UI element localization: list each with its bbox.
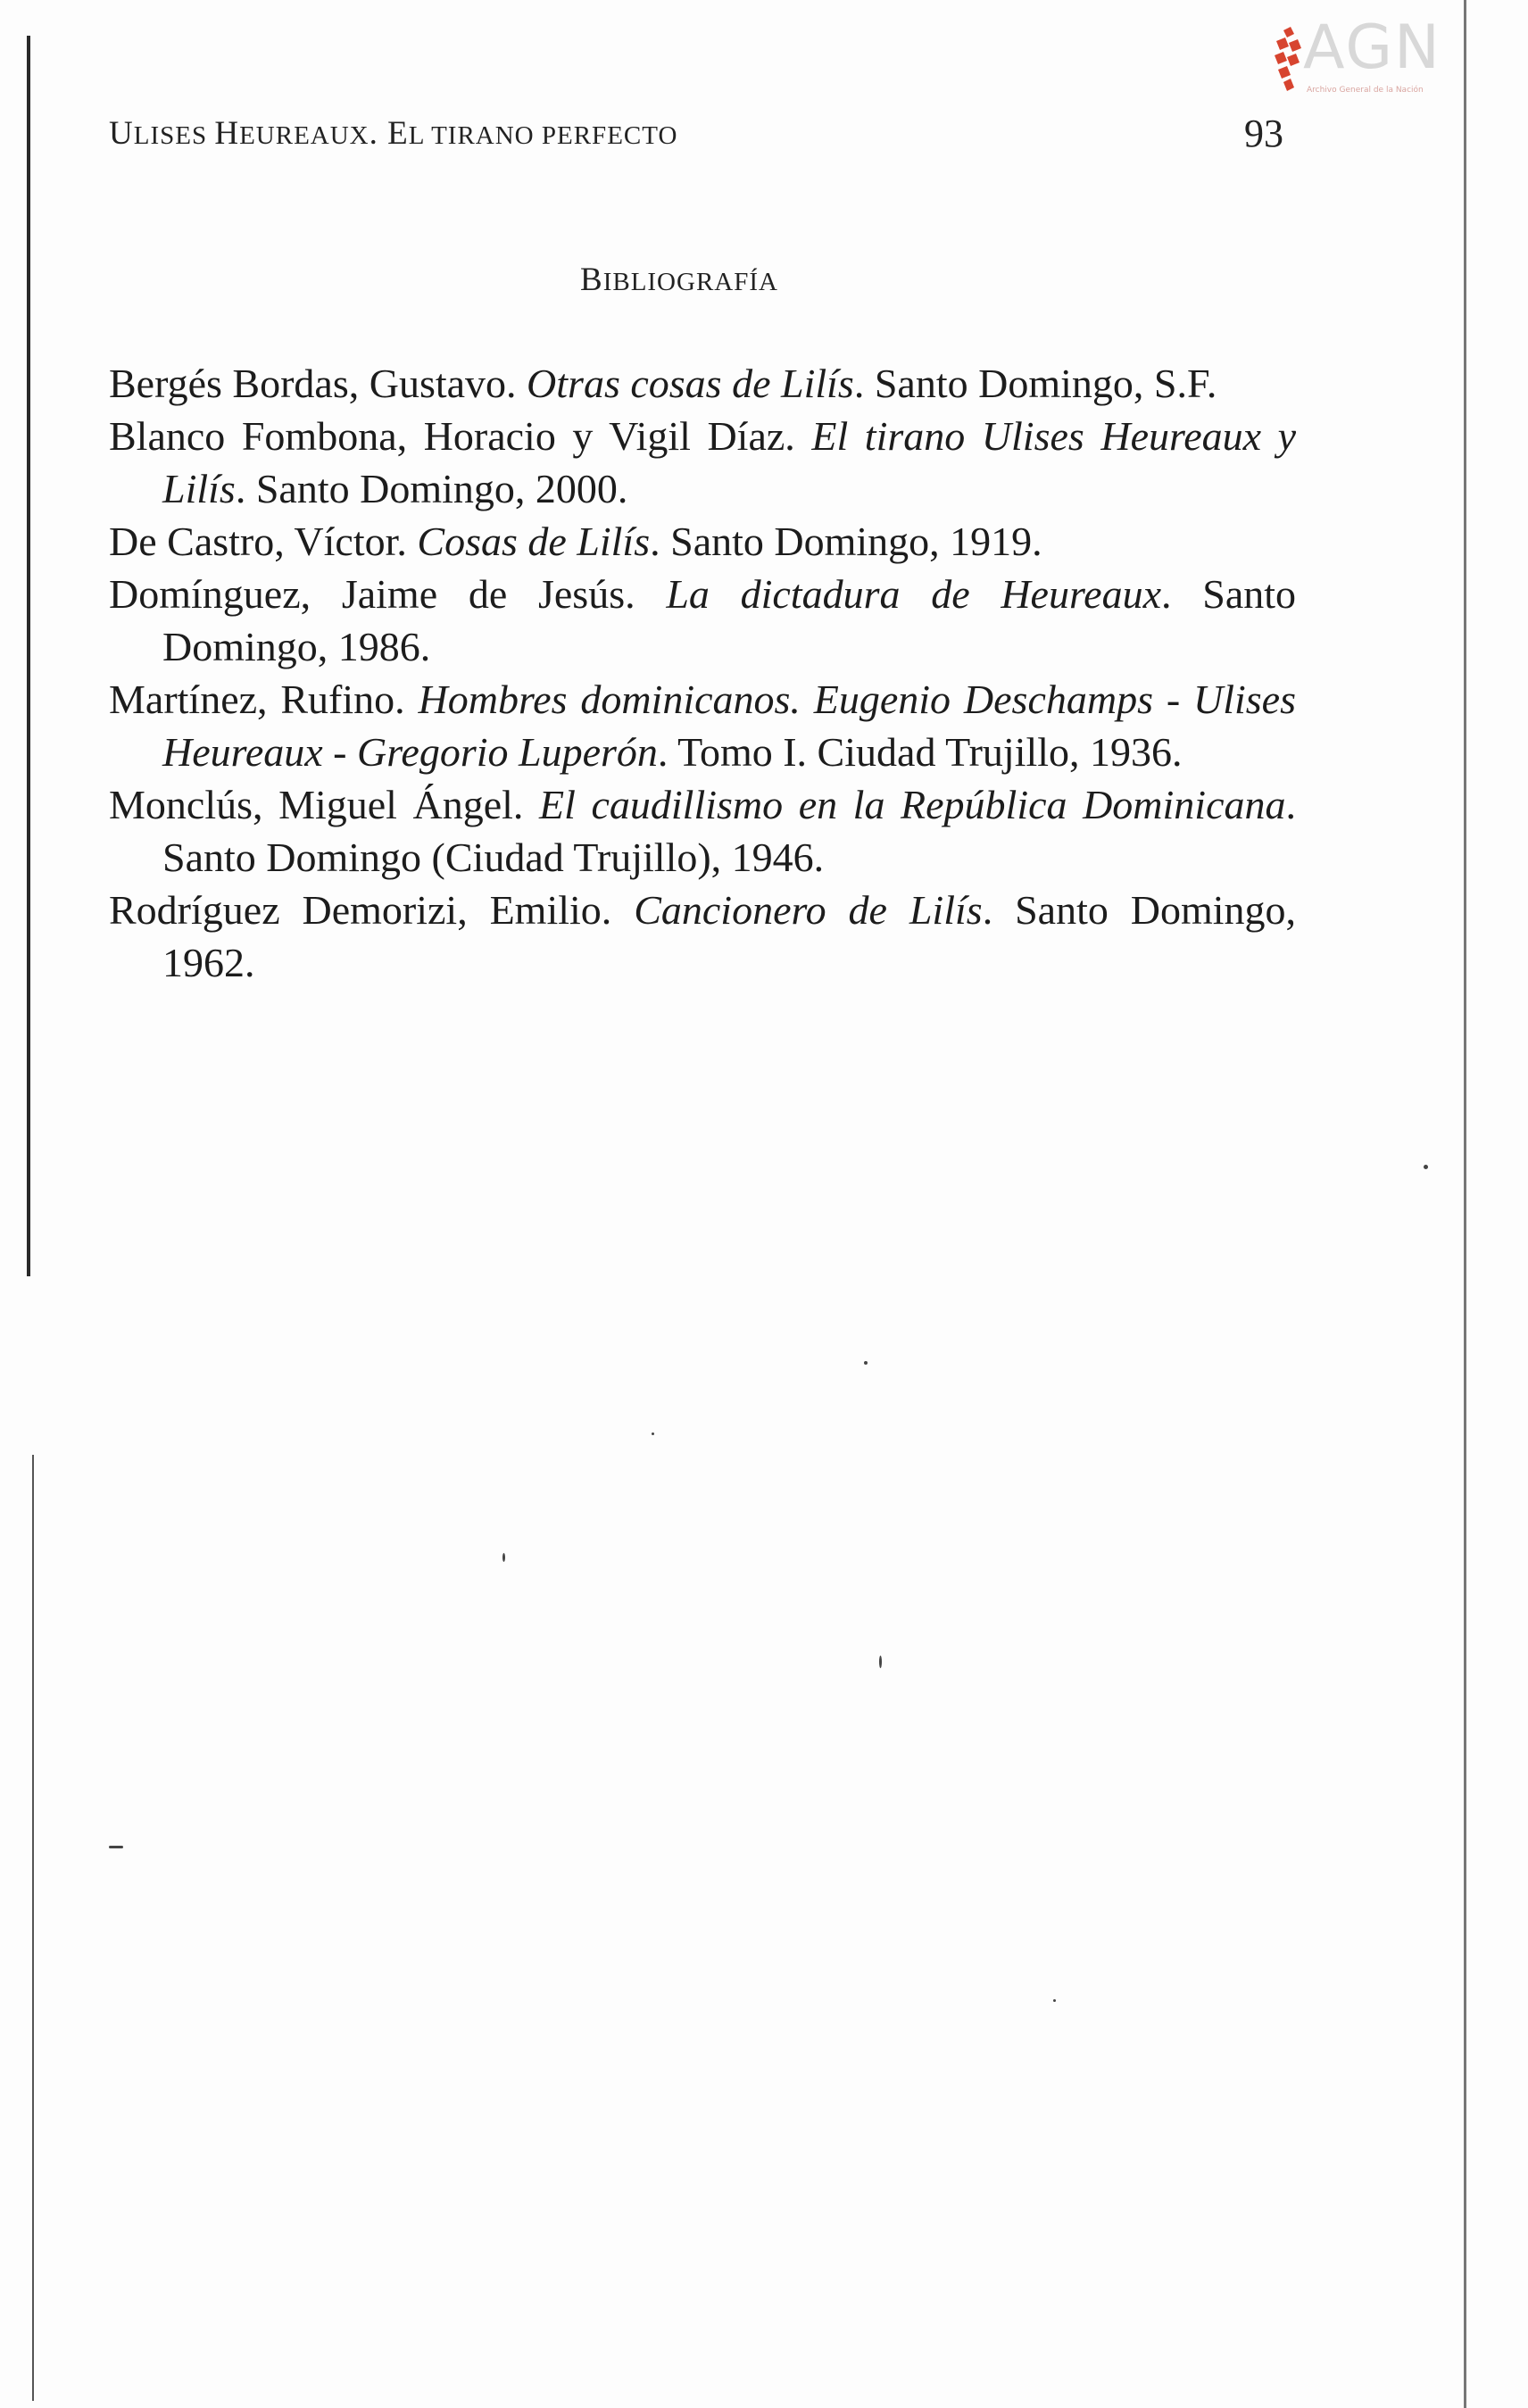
running-head-part: LISES	[133, 121, 215, 150]
section-title	[580, 261, 778, 299]
running-head-part: L TIRANO PERFECTO	[408, 121, 678, 150]
bibliography-entry	[109, 410, 1296, 515]
agn-mark-icon	[1271, 27, 1307, 95]
logo-letters: AGN	[1303, 12, 1441, 83]
scan-edge-right	[1464, 0, 1466, 2408]
entry-author: Bergés Bordas, Gustavo.	[109, 361, 527, 406]
bibliography-entry	[109, 515, 1296, 568]
entry-author: Rodríguez Demorizi, Emilio.	[109, 887, 635, 933]
entry-publication: . Santo Domingo (Ciudad Trujillo), 1946.	[162, 782, 1297, 880]
scan-speck	[879, 1656, 882, 1668]
entry-title: La dictadura de Heureaux	[666, 571, 1162, 617]
scan-edge-left	[27, 36, 30, 1276]
section-title-part: B	[580, 262, 603, 298]
entry-author: Monclús, Miguel Ángel.	[109, 782, 540, 827]
running-head	[109, 114, 677, 153]
entry-publication: . Santo Domingo, S.F.	[853, 361, 1217, 406]
entry-title: Hombres dominicanos. Eugenio Deschamps - Ulises Heureaux - Gregorio Luperón	[162, 677, 1296, 775]
logo-subtitle: Archivo General de la Nación	[1307, 86, 1424, 95]
archive-logo	[1267, 12, 1455, 105]
entry-publication: . Tomo I. Ciudad Trujillo, 1936.	[657, 729, 1183, 775]
running-head-part: EUREAUX	[239, 121, 370, 150]
running-head-part: H	[214, 115, 240, 152]
entry-author: Martínez, Rufino.	[109, 677, 419, 722]
entry-title: El caudillismo en la República Dominicana	[539, 782, 1286, 827]
bibliography-entry	[109, 778, 1296, 884]
entry-publication: . Santo Domingo, 1962.	[162, 887, 1297, 985]
entry-author: Domínguez, Jaime de Jesús.	[109, 571, 667, 617]
section-title-part: IBLIOGRAFÍA	[602, 268, 778, 296]
bibliography-list	[109, 357, 1296, 989]
bibliography-entry	[109, 884, 1296, 989]
scan-edge-left-lower	[32, 1455, 34, 2401]
running-head-part: U	[109, 115, 134, 152]
scan-speck	[1053, 1999, 1056, 2002]
entry-title: Cancionero de Lilís	[634, 887, 983, 933]
entry-title: Cosas de Lilís	[417, 519, 651, 564]
scan-speck	[109, 1846, 123, 1848]
scan-speck	[864, 1361, 868, 1365]
bibliography-entry	[109, 568, 1296, 673]
entry-title: El tirano Ulises Heureaux y Lilís	[162, 413, 1296, 511]
entry-title: Otras cosas de Lilís	[527, 361, 854, 406]
page-number: 93	[1244, 112, 1283, 155]
bibliography-entry	[109, 673, 1296, 778]
scan-speck	[652, 1432, 654, 1435]
running-head-part: . E	[369, 115, 409, 152]
scan-speck	[1424, 1165, 1428, 1169]
entry-publication: . Santo Domingo, 2000.	[235, 466, 628, 511]
entry-author: De Castro, Víctor.	[109, 519, 418, 564]
scan-speck	[502, 1553, 505, 1562]
entry-publication: . Santo Domingo, 1919.	[650, 519, 1042, 564]
entry-author: Blanco Fombona, Horacio y Vigil Díaz.	[109, 413, 812, 459]
bibliography-entry	[109, 357, 1296, 410]
entry-publication: . Santo Domingo, 1986.	[162, 571, 1297, 669]
